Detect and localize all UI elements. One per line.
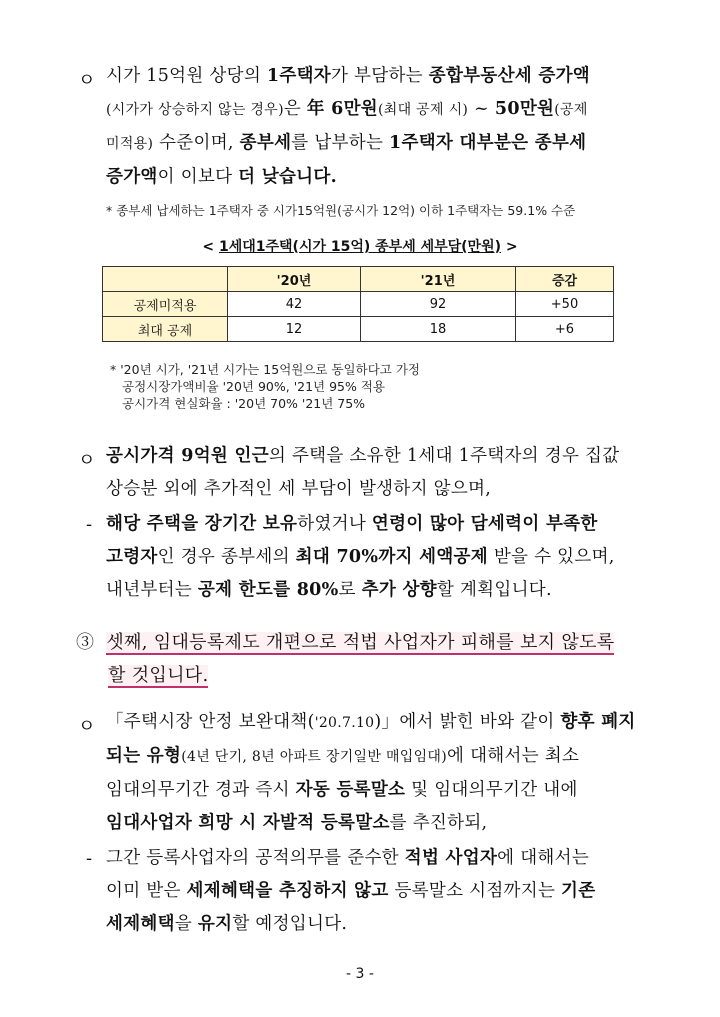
table-title: < 1세대1주택(시가 15억) 종부세 세부담(만원) > bbox=[202, 239, 518, 255]
para1-line4: 증가액이 이보다 더 낮습니다. bbox=[106, 167, 337, 187]
paragraph-1 bbox=[106, 60, 666, 194]
page-number: - 3 - bbox=[346, 966, 374, 982]
section-heading-3 bbox=[76, 626, 614, 692]
para2-line2: 상승분 외에 추가적인 세 부담이 발생하지 않으며, bbox=[106, 479, 492, 499]
heading-text: 셋째, 임대등록제도 개편으로 적법 사업자가 피해를 보지 않도록 bbox=[106, 632, 615, 653]
para1-line2: (시가가 상승하지 않는 경우)은 年 6만원(최대 공제 시) ~ 50만원(공제 bbox=[106, 99, 588, 119]
heading-line1 bbox=[76, 626, 614, 659]
para5-line3: 세제혜택을 유지할 예정입니다. bbox=[106, 914, 348, 934]
para1-line1: 시가 15억원 상당의 1주택자가 부담하는 종합부동산세 증가액 bbox=[106, 66, 590, 86]
table-cell: 12 bbox=[228, 317, 361, 342]
para4-line2: 되는 유형(4년 단기, 8년 아파트 장기일반 매입임대)에 대해서는 최소 bbox=[106, 746, 580, 766]
footnote-1: * 종부세 납세하는 1주택자 중 시가15억원(공시가 12억) 이하 1주택자는 59.1% 수준 bbox=[106, 203, 576, 218]
footnote-2 bbox=[110, 361, 420, 412]
para2-line1: 공시가격 9억원 인근의 주택을 소유한 1세대 1주택자의 경우 집값 bbox=[106, 446, 620, 466]
tax-burden-table bbox=[102, 266, 614, 342]
table-cell: +6 bbox=[516, 317, 614, 342]
paragraph-2 bbox=[106, 440, 666, 506]
para4-line4: 임대사업자 희망 시 자발적 등록말소를 추진하되, bbox=[106, 813, 488, 833]
footnote-2-line2: 공정시장가액비율 '20년 90%, '21년 95% 적용 bbox=[122, 379, 385, 394]
para3-line2: 고령자인 경우 종부세의 최대 70%까지 세액공제 받을 수 있으며, bbox=[106, 547, 615, 567]
para3-line3: 내년부터는 공제 한도를 80%로 추가 상향할 계획입니다. bbox=[106, 580, 552, 600]
table-header-cell: 증감 bbox=[516, 267, 614, 292]
paragraph-4 bbox=[106, 706, 666, 840]
table-header-cell bbox=[103, 267, 228, 292]
table-row bbox=[103, 292, 614, 317]
para5-line1: 그간 등록사업자의 공적의무를 준수한 적법 사업자에 대해서는 bbox=[106, 848, 590, 868]
bullet-1: ㅇ bbox=[78, 70, 96, 91]
paragraph-3 bbox=[106, 508, 676, 607]
table-cell: 42 bbox=[228, 292, 361, 317]
paragraph-5 bbox=[106, 842, 676, 941]
para4-line1: 「주택시장 안정 보완대책('20.7.10)」에서 밝힌 바와 같이 향후 폐지 bbox=[106, 712, 636, 732]
para1-line3: 미적용) 수준이며, 종부세를 납부하는 1주택자 대부분은 종부세 bbox=[106, 133, 587, 153]
footnote-2-line3: 공시가격 현실화율 : '20년 70% '21년 75% bbox=[122, 396, 366, 411]
dash-2: - bbox=[86, 848, 93, 869]
bullet-3: ㅇ bbox=[78, 716, 96, 737]
table-cell: +50 bbox=[516, 292, 614, 317]
para5-line2: 이미 받은 세제혜택을 추징하지 않고 등록말소 시점까지는 기존 bbox=[106, 881, 596, 901]
heading-line2 bbox=[76, 659, 614, 692]
table-header-cell: '20년 bbox=[228, 267, 361, 292]
para4-line3: 임대의무기간 경과 즉시 자동 등록말소 및 임대의무기간 내에 bbox=[106, 780, 578, 800]
table-cell: 92 bbox=[361, 292, 516, 317]
footnote-2-line1: * '20년 시가, '21년 시가는 15억원으로 동일하다고 가정 bbox=[110, 362, 420, 377]
table-header-cell: '21년 bbox=[361, 267, 516, 292]
table-row bbox=[103, 317, 614, 342]
bullet-2: ㅇ bbox=[78, 450, 96, 471]
table-row-label: 공제미적용 bbox=[103, 292, 228, 317]
heading-number: ③ bbox=[76, 632, 95, 653]
heading-text-cont: 할 것입니다. bbox=[108, 665, 209, 686]
table-row-label: 최대 공제 bbox=[103, 317, 228, 342]
para3-line1: 해당 주택을 장기간 보유하였거나 연령이 많아 담세력이 부족한 bbox=[106, 514, 598, 534]
table-cell: 18 bbox=[361, 317, 516, 342]
dash-1: - bbox=[86, 514, 93, 535]
table-header-row bbox=[103, 267, 614, 292]
